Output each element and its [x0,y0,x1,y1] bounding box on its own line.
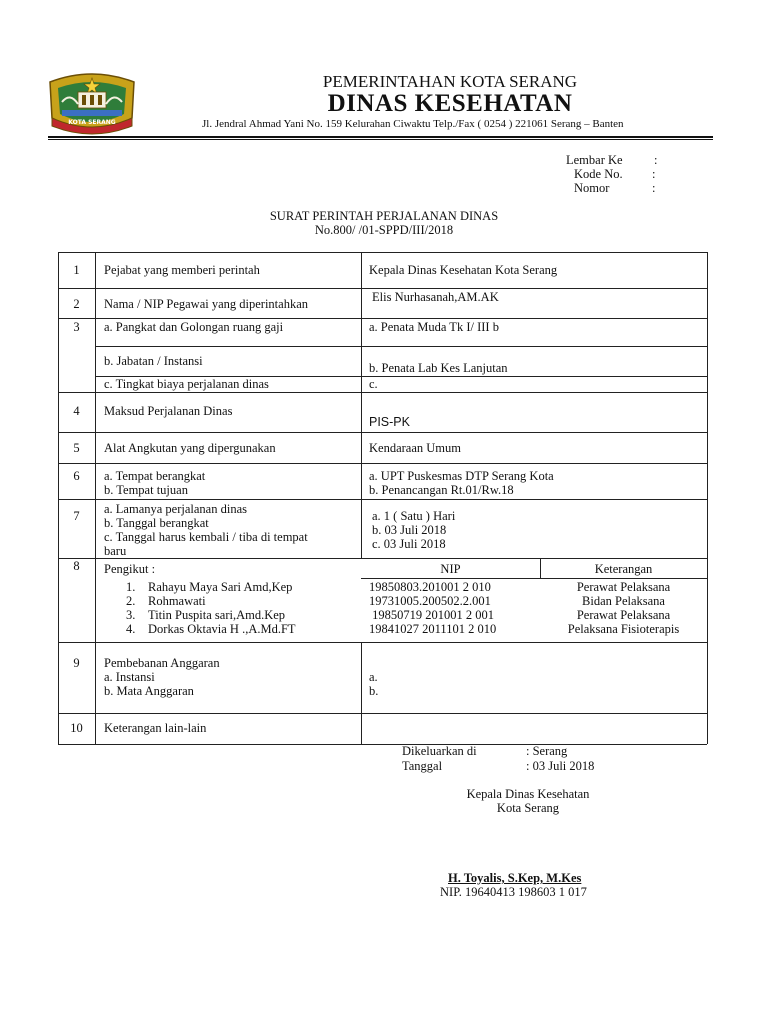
row-7-label-b: b. Tanggal berangkat [104,516,209,530]
companion-3-name: Titin Puspita sari,Amd.Kep [148,608,286,622]
companion-3-nip: 19850719 201001 2 001 [369,608,494,622]
row-3-value-c: c. [369,377,378,391]
table-border-col1 [95,252,96,744]
signer-name: H. Toyalis, S.Kep, M.Kes [448,871,582,885]
row-7-label-c-cont: baru [104,544,127,558]
govt-name: PEMERINTAHAN KOTA SERANG [322,72,578,91]
companion-4-number: 4. [126,622,136,636]
row-9-label-b: b. Mata Anggaran [104,684,194,698]
table-line-r4 [58,432,707,433]
table-line-r6 [58,499,707,500]
row-4-number: 4 [73,404,80,418]
row-10-number: 10 [70,721,83,735]
row-7-number: 7 [73,509,80,523]
row-6-label-a: a. Tempat berangkat [104,469,206,483]
row-3-label-c: c. Tingkat biaya perjalanan dinas [104,377,269,391]
row-7-value-c: c. 03 Juli 2018 [372,537,446,551]
signer-position: Kepala Dinas Kesehatan [466,787,590,801]
companion-3-ket: Perawat Pelaksana [576,608,671,622]
companion-4-nip: 19841027 2011101 2 010 [369,622,497,636]
companion-3-number: 3. [126,608,136,622]
issued-value: : Serang [526,744,568,758]
row-7-label-c: c. Tanggal harus kembali / tiba di tempat [104,530,308,544]
companion-2-ket: Bidan Pelaksana [582,594,665,608]
table-line-r9 [58,713,707,714]
table-border-col2-bottom [361,642,362,744]
row-10-label: Keterangan lain-lain [104,721,207,735]
row-3-label-a: a. Pangkat dan Golongan ruang gaji [104,320,284,334]
row-3-label-b: b. Jabatan / Instansi [104,354,203,368]
lembar-sep: : [654,153,658,167]
companion-2-nip: 19731005.200502.2.001 [369,594,491,608]
row-9-value-b: b. [369,684,379,698]
logo-lettering: KOTA SERANG [68,119,116,126]
header-rule-thick [48,136,713,138]
signer-position-city: Kota Serang [496,801,560,815]
row-3-number: 3 [73,320,80,334]
header-rule-thin [48,139,713,140]
row-2-label: Nama / NIP Pegawai yang diperintahkan [104,297,308,311]
companion-1-number: 1. [126,580,136,594]
companion-1-ket: Perawat Pelaksana [576,580,671,594]
agency-name: DINAS KESEHATAN [327,90,573,117]
companion-2-number: 2. [126,594,136,608]
row-6-number: 6 [73,469,80,483]
row-8-number: 8 [73,559,80,573]
table-border-right [707,252,708,744]
kode-sep: : [652,167,656,181]
companion-4-name: Dorkas Oktavia H .,A.Md.FT [148,622,296,636]
row-5-label: Alat Angkutan yang dipergunakan [104,441,276,455]
row-7-value-a: a. 1 ( Satu ) Hari [372,509,456,523]
row-9-label-a: a. Instansi [104,670,155,684]
agency-address: Jl. Jendral Ahmad Yani No. 159 Kelurahan Ciwaktu Telp./Fax ( 0254 ) 221061 Serang – Banten [202,118,624,130]
companion-4-ket: Pelaksana Fisioterapis [567,622,680,636]
row-1-label: Pejabat yang memberi perintah [104,263,260,277]
table-line-r8-header [361,578,707,579]
date-label: Tanggal [402,759,443,773]
nomor-label: Nomor [574,181,610,195]
row-9-label: Pembebanan Anggaran [104,656,220,670]
nip-column-header: NIP [440,562,461,576]
row-3-value-b: b. Penata Lab Kes Lanjutan [369,361,508,375]
row-3-value-a: a. Penata Muda Tk I/ III b [369,320,499,334]
signer-nip: NIP. 19640413 198603 1 017 [440,885,587,899]
row-4-label: Maksud Perjalanan Dinas [104,404,233,418]
row-2-number: 2 [73,297,80,311]
kode-label: Kode No. [574,167,623,181]
row-4-value: PIS-PK [369,415,410,429]
lembar-label: Lembar Ke [566,153,623,167]
nomor-sep: : [652,181,656,195]
row-7-label-a: a. Lamanya perjalanan dinas [104,502,247,516]
companion-1-nip: 19850803.201001 2 010 [369,580,491,594]
table-line-r5 [58,463,707,464]
table-line-bottom [58,744,707,745]
row-6-value-b: b. Penancangan Rt.01/Rw.18 [369,483,514,497]
table-line-r1 [58,288,707,289]
date-value: : 03 Juli 2018 [526,759,595,773]
ket-column-header: Keterangan [594,562,653,576]
document-title: SURAT PERINTAH PERJALANAN DINAS [269,209,499,223]
document-number: No.800/ /01-SPPD/III/2018 [314,223,454,237]
row-6-value-a: a. UPT Puskesmas DTP Serang Kota [369,469,554,483]
table-line-r2 [58,318,707,319]
table-line-r8 [58,642,707,643]
table-line-r3 [58,392,707,393]
row-1-number: 1 [73,263,80,277]
table-line-r3a [95,346,707,347]
row-7-value-b: b. 03 Juli 2018 [372,523,447,537]
table-border-col2-top [361,252,362,558]
table-line-r7 [58,558,707,559]
table-line-top [58,252,707,253]
row-6-label-b: b. Tempat tujuan [104,483,188,497]
companion-2-name: Rohmawati [148,594,206,608]
companion-1-name: Rahayu Maya Sari Amd,Kep [148,580,293,594]
row-8-label: Pengikut : [104,562,156,576]
row-9-number: 9 [73,656,80,670]
row-5-value: Kendaraan Umum [369,441,461,455]
issued-label: Dikeluarkan di [402,744,477,758]
row-5-number: 5 [73,441,80,455]
row-9-value-a: a. [369,670,378,684]
row-1-value: Kepala Dinas Kesehatan Kota Serang [369,263,558,277]
row-2-value: Elis Nurhasanah,AM.AK [372,290,499,304]
